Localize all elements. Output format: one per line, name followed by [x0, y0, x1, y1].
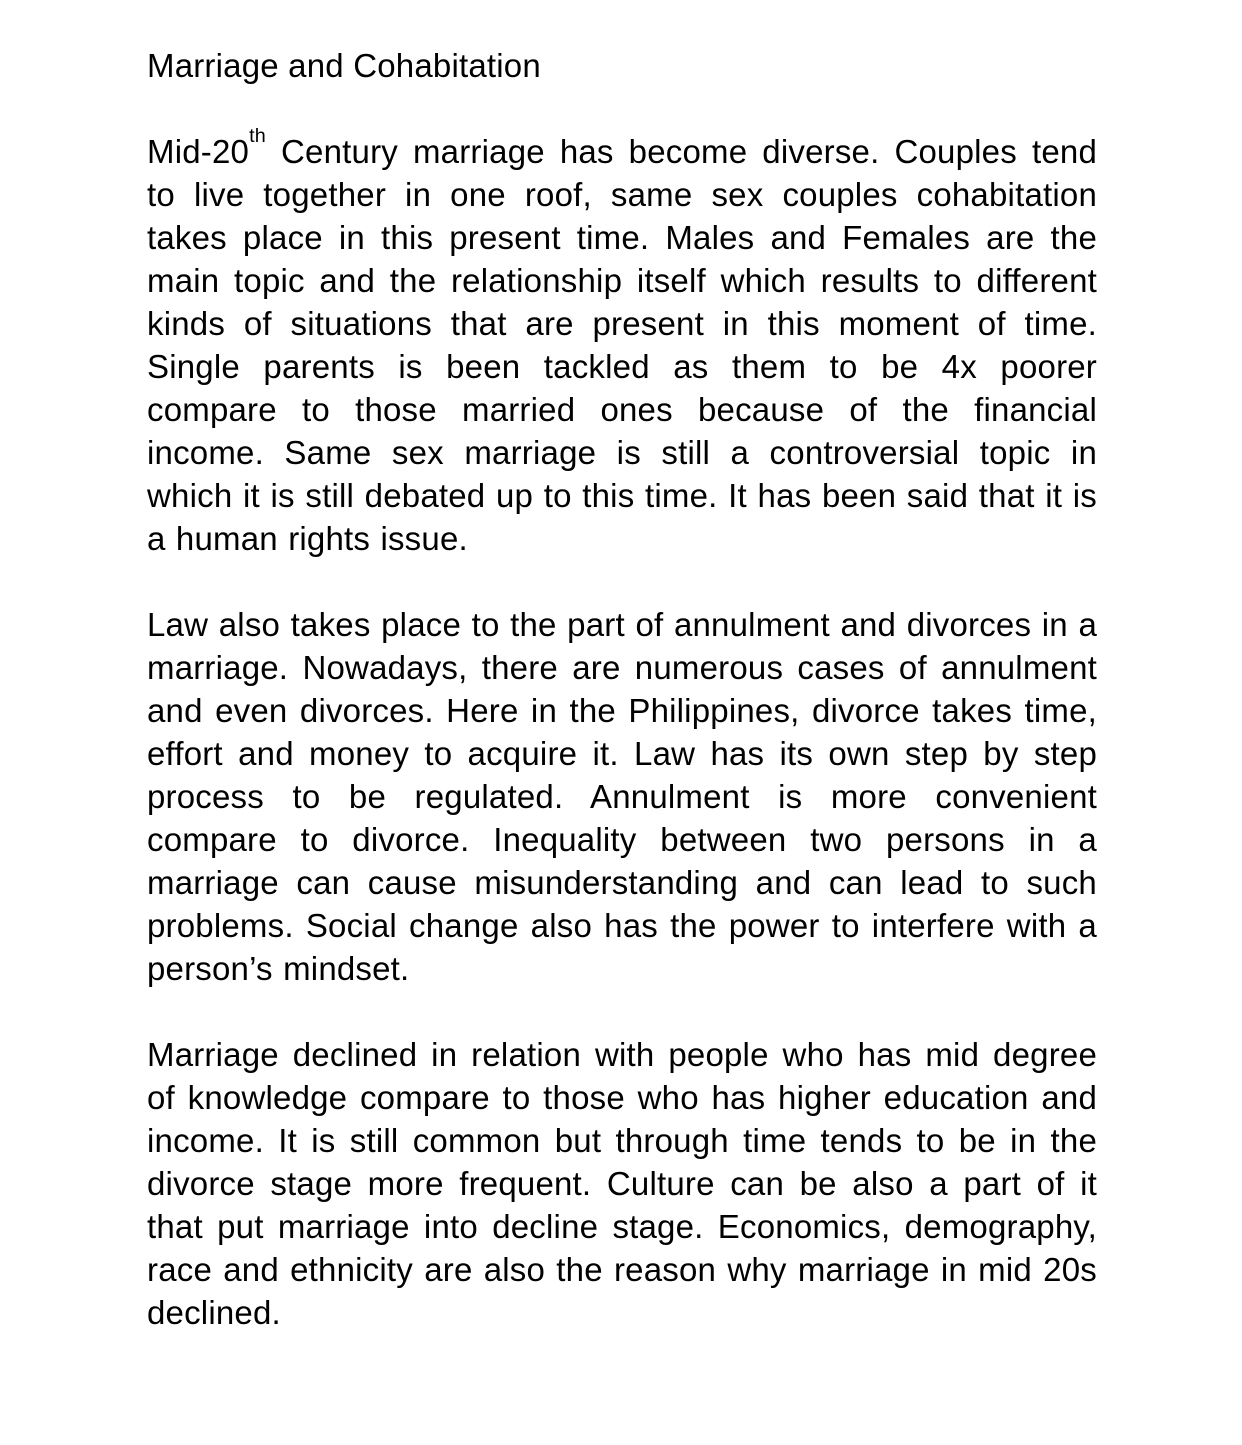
- paragraph-marriage-decline: Marriage declined in relation with people who has mid degree of knowledge compare to those who has higher education and income. It is still common but through time tends to be in the divorce stage more frequent. Culture can be also a part of it that put marriage into decline stage. Economics, demography, race and ethnicity are also the reason why marriage in mid 20s declined.: [147, 1036, 1097, 1331]
- page-title: Marriage and Cohabitation: [147, 47, 541, 84]
- paragraph-marriage-diversity: [147, 124, 1097, 560]
- paragraph-1-body: Century marriage has become diverse. Couples tend to live together in one roof, same sex couples cohabitation takes place in this present time. Males and Females are the main topic and the relationship itself which results to different kinds of situations that are present in this moment of time. Single parents is been tackled as them to be 4x poorer compare to those married ones because of the financial income. Same sex marriage is still a controversial topic in which it is still debated up to this time. It has been said that it is a human rights issue.: [147, 133, 1097, 557]
- ordinal-th-superscript: th: [249, 124, 266, 147]
- paragraph-1-prefix: Mid-20: [147, 133, 250, 170]
- paragraph-law-annulment: Law also takes place to the part of annulment and divorces in a marriage. Nowadays, there are numerous cases of annulment and even divorces. Here in the Philippines, divorce takes time, effort and money to acquire it. Law has its own step by step process to be regulated. Annulment is more convenient compare to divorce. Inequality between two persons in a marriage can cause misunderstanding and can lead to such problems. Social change also has the power to interfere with a person’s mindset.: [147, 606, 1097, 987]
